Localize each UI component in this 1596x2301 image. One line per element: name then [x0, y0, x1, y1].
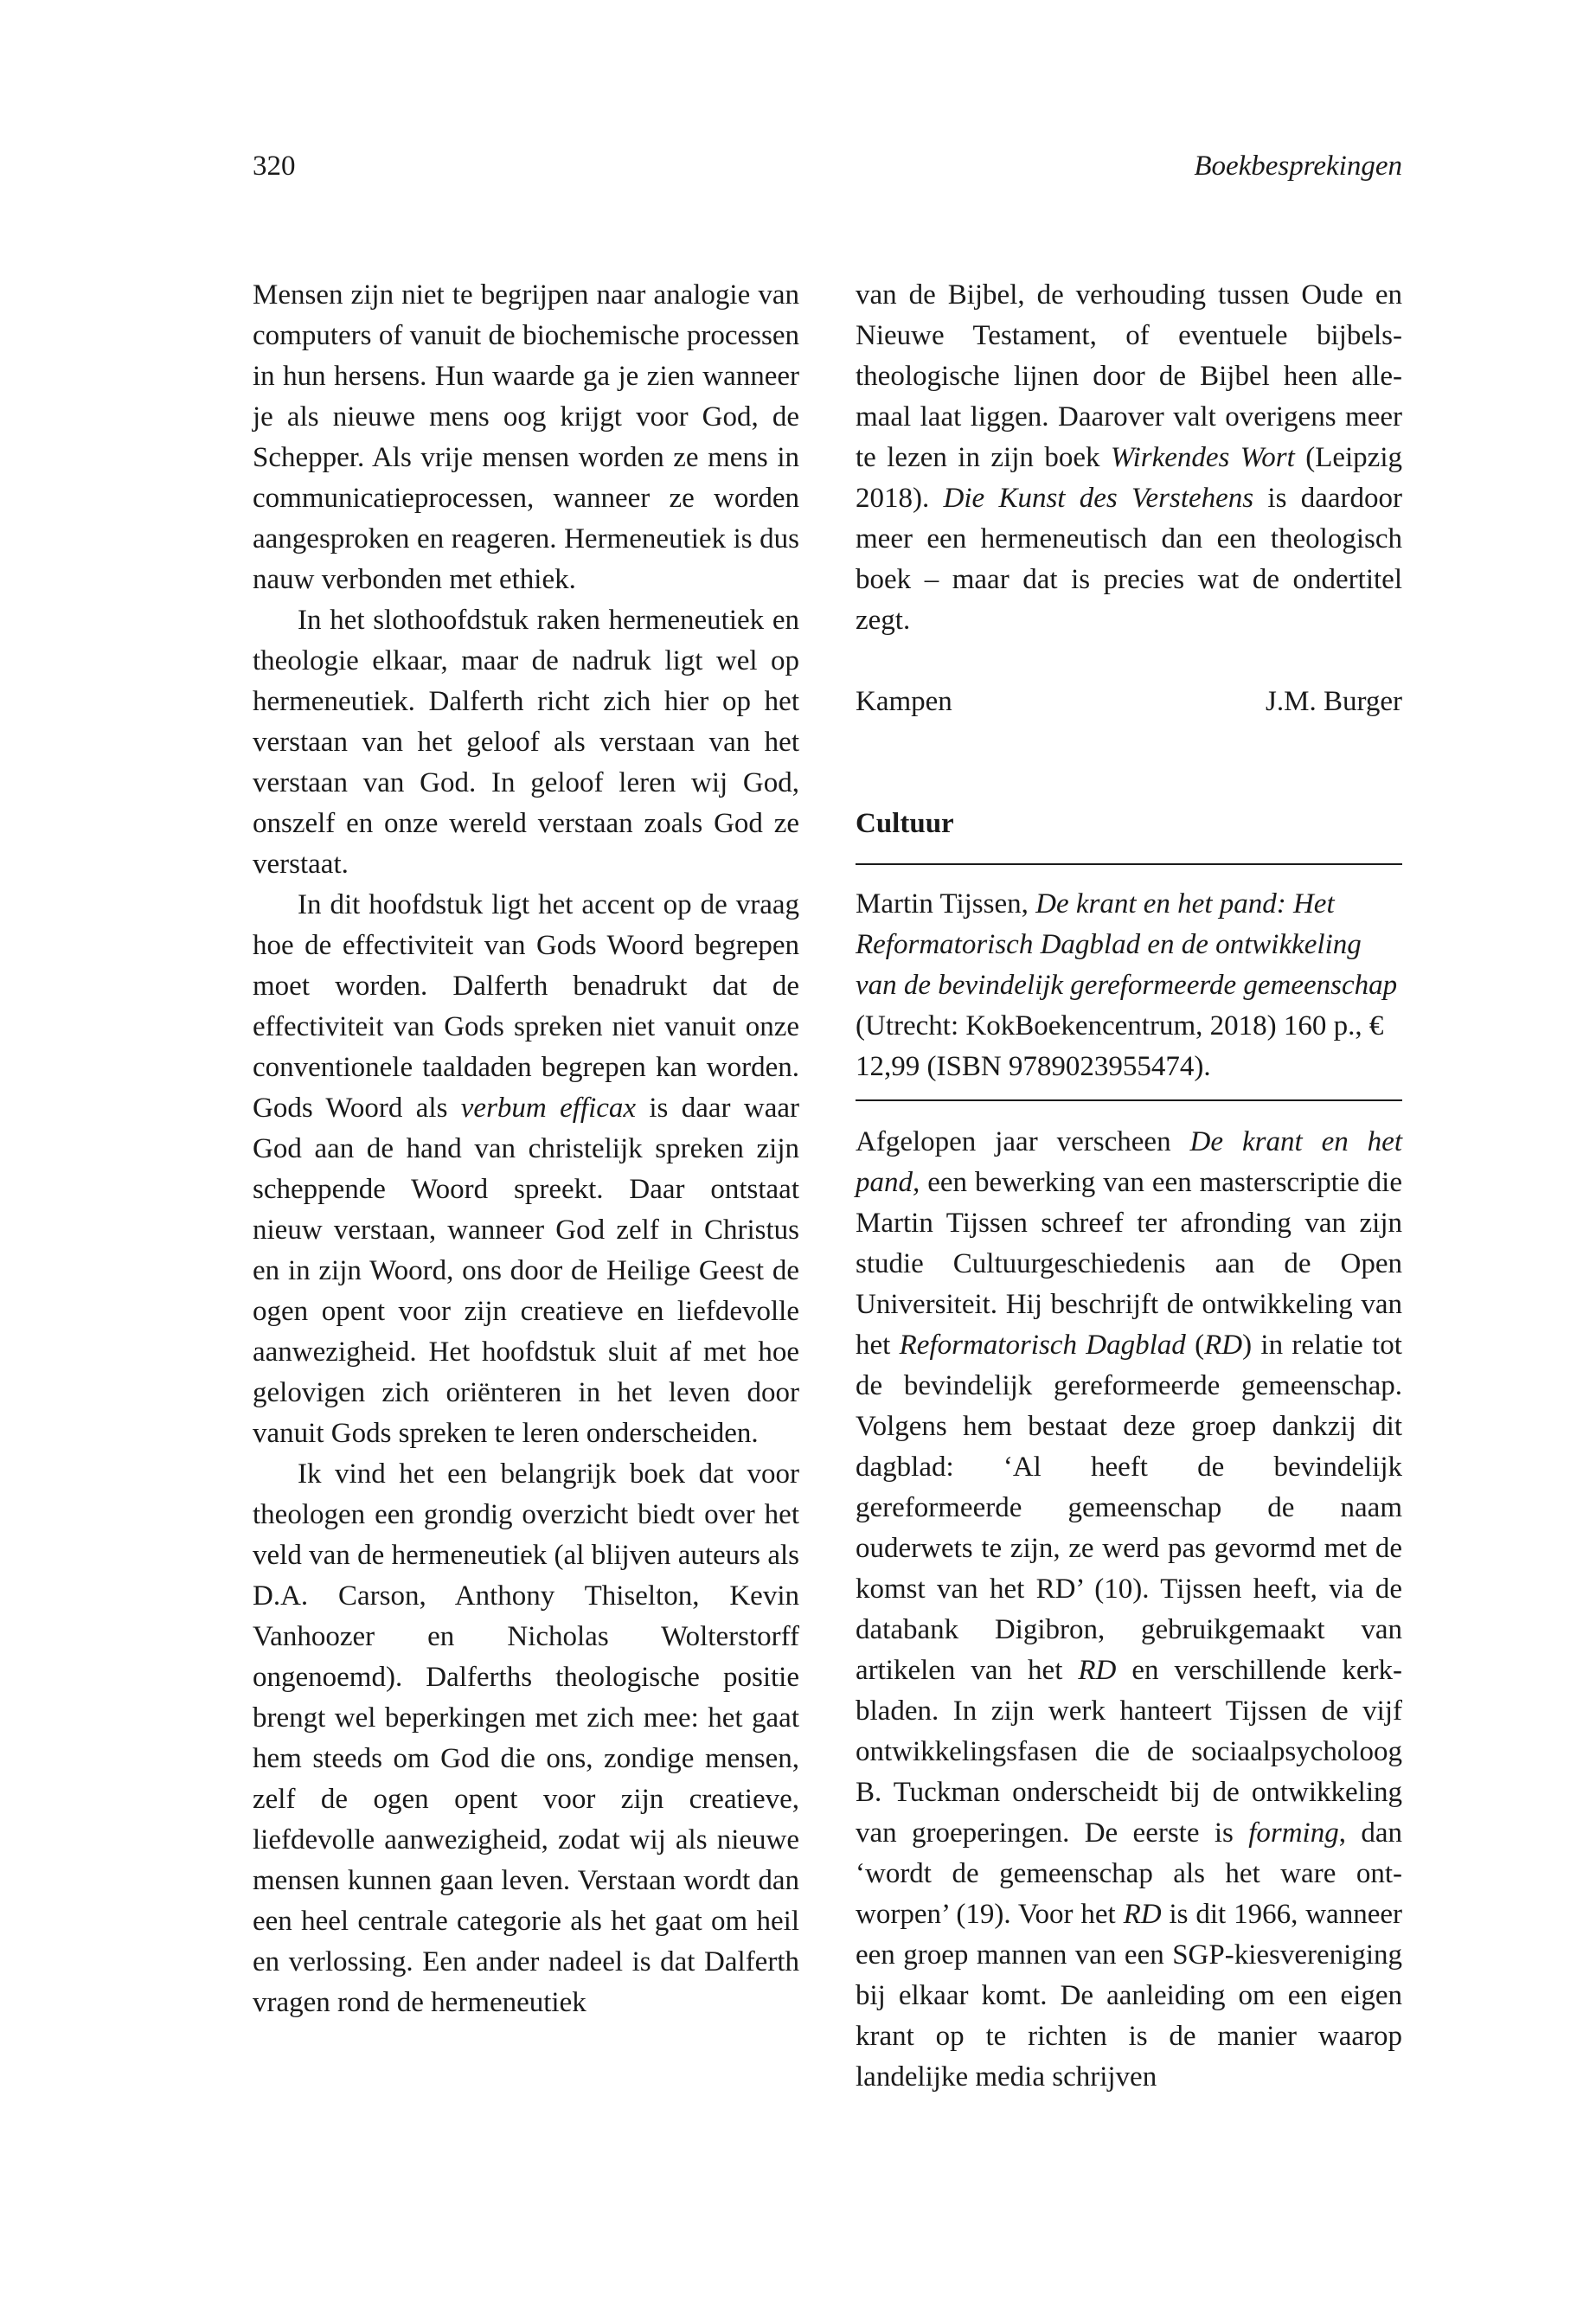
rule-divider	[856, 863, 1402, 865]
book-title-italic: Die Kunst des Verstehens	[943, 483, 1254, 514]
book-reference	[856, 884, 1402, 1087]
book-details: (Utrecht: KokBoekencentrum, 2018) 160 p., € 12,99 (ISBN 9789023955474).	[856, 1010, 1384, 1082]
text-run: is daardoor meer een hermeneutisch dan een theologisch boek – maar dat is precies wat de ondertitel zegt.	[856, 483, 1402, 636]
text-run: In dit hoofdstuk ligt het accent op de vraag hoe de effectiviteit van Gods Woord begrepen moet worden. Dalferth benadrukt dat de effectiviteit van Gods spreken niet vanuit onze conventionele taaldaden begrepen kan worden. Gods Woord als	[253, 889, 799, 1124]
paragraph	[253, 885, 799, 1454]
text-run: (	[1185, 1330, 1205, 1361]
section-heading: Cultuur	[856, 808, 954, 839]
paragraph	[856, 275, 1402, 641]
book-reference-text	[856, 884, 1402, 1087]
text-run: en verschillende kerkbladen. In zijn werk hanteert Tijssen de vijf ontwikkelingsfasen die de sociaalpsycholoog B. Tuckman onderscheidt bij de ontwikkeling van groeperingen. De eerste is	[856, 1655, 1402, 1849]
italic-term: De krant en het pand,	[856, 1126, 1402, 1198]
left-column	[253, 275, 799, 2023]
signature-author: J.M. Burger	[1266, 686, 1402, 717]
paragraph: Mensen zijn niet te begrijpen naar analogie van computers of vanuit de biochemische processen in hun hersens. Hun waarde ga je zien wanneer je als nieuwe mens oog krijgt voor God, de Schepper. Als vrije mensen worden ze mens in communicatieprocessen, wanneer ze worden aangesproken en reageren. Hermeneutiek is dus nauw verbonden met ethiek.	[253, 279, 799, 595]
rule-divider	[856, 1099, 1402, 1101]
italic-term: RD	[1204, 1330, 1243, 1361]
text-run: ) in relatie tot de bevindelijk gereformeerde gemeenschap. Volgens hem bestaat deze groep dankzij dit dagblad: ‘Al heeft de bevindelijk gereformeerde gemeenschap de naam ouderwets te zijn, ze werd pas gevormd met de komst van het RD’ (10). Tijssen heeft, via de databank Digibron, gebruikgemaakt van artikelen van het	[856, 1330, 1402, 1686]
text-run: van de Bijbel, de verhouding tussen Oude en Nieuwe Testament, of eventuele bijbelstheologische lijnen door de Bijbel heen allemaal laat liggen. Daarover valt overigens meer te lezen in zijn boek	[856, 279, 1402, 473]
page-number: 320	[253, 151, 296, 182]
signature-place: Kampen	[856, 686, 952, 717]
paragraph	[856, 1122, 1402, 2098]
italic-term: RD	[1123, 1899, 1162, 1930]
italic-term: verbum efficax	[460, 1093, 637, 1124]
text-run: (Leipzig 2018).	[856, 442, 1402, 514]
running-head: Boekbesprekingen	[1194, 151, 1402, 182]
text-run: is daar waar God aan de hand van christelijk spreken zijn scheppende Woord spreekt. Daar ontstaat nieuw verstaan, wanneer God zelf in Christus en in zijn Woord, ons door de Heilige Geest de ogen opent voor zijn creatieve en liefdevolle aanwezigheid. Het hoofdstuk sluit af met hoe gelovigen zich oriënteren in het leven door vanuit Gods spreken te leren onderscheiden.	[253, 1093, 799, 1449]
paragraph: Ik vind het een belangrijk boek dat voor theologen een grondig overzicht biedt over het veld van de hermeneutiek (al blijven auteurs als D.A. Carson, Anthony Thiselton, Kevin Vanhoozer en Nicholas Wolterstorff ongenoemd). Dalferths theologische positie brengt wel beperkingen met zich mee: het gaat hem steeds om God die ons, zondige mensen, zelf de ogen opent voor zijn creatieve, liefdevolle aanwezigheid, zodat wij als nieuwe mensen kunnen gaan leven. Verstaan wordt dan een heel centrale categorie als het gaat om heil en verlossing. Een ander nadeel is dat Dalferth vragen rond de hermeneutiek	[253, 1458, 799, 2018]
review-signature	[856, 682, 1402, 722]
text-run: , dan ‘wordt de gemeenschap als het ware ontworpen’ (19). Voor het	[856, 1817, 1402, 1930]
italic-term: RD	[1078, 1655, 1117, 1686]
text-run: een bewerking van een masterscriptie die Martin Tijssen schreef ter afronding van zijn studie Cultuurgeschiedenis aan de Open Universiteit. Hij beschrijft de ontwikkeling van het	[856, 1167, 1402, 1361]
book-title: De krant en het pand: Het Reformatorisch Dagblad en de ontwikkeling van de bevindelijk gereformeerde gemeenschap	[856, 888, 1398, 1001]
text-run: is dit 1966, wanneer een groep mannen van een SGP-kiesvereniging bij elkaar komt. De aanleiding om een eigen krant op te richten is de manier waarop landelijke media schrijven	[856, 1899, 1402, 2093]
paragraph: In het slothoofdstuk raken hermeneutiek en theologie elkaar, maar de nadruk ligt wel op hermeneutiek. Dalferth richt zich hier op het verstaan van het geloof als verstaan van het verstaan van God. In geloof leren wij God, onszelf en onze wereld verstaan zoals God ze verstaat.	[253, 605, 799, 880]
book-title-italic: Wirkendes Wort	[1110, 442, 1295, 473]
italic-term: forming	[1248, 1817, 1339, 1849]
right-column	[856, 275, 1402, 2098]
italic-term: Reformatorisch Dagblad	[899, 1330, 1186, 1361]
book-author: Martin Tijssen,	[856, 888, 1036, 920]
text-run: Afgelopen jaar verscheen	[856, 1126, 1190, 1157]
